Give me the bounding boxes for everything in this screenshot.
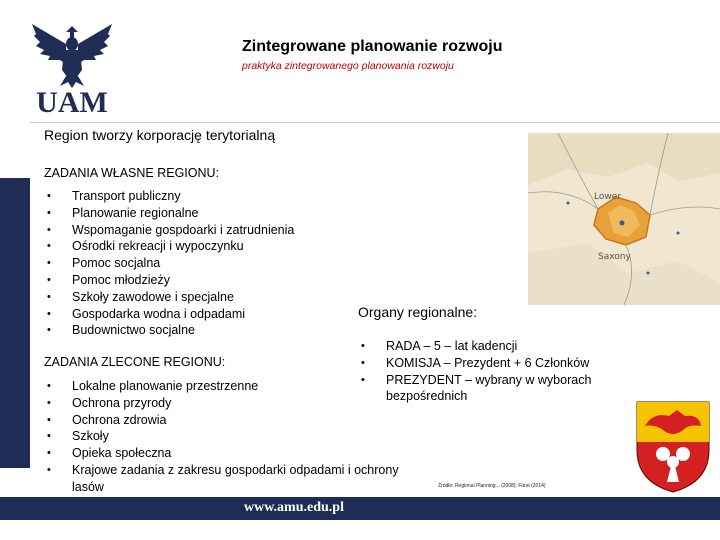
list-item: • PREZYDENT – wybrany w wyborach (361, 372, 592, 387)
region-map (528, 133, 720, 305)
left-accent-bar (0, 178, 30, 468)
list-item: • Planowanie regionalne (47, 205, 199, 220)
eagle-icon (32, 24, 112, 88)
list-item: • KOMISJA – Prezydent + 6 Członków (361, 355, 590, 370)
list-item: lasów (72, 479, 104, 494)
list-item: • Ochrona zdrowia (47, 412, 167, 427)
header-title: Zintegrowane planowanie rozwoju (242, 38, 503, 55)
slide-heading: Region tworzy korporację terytorialną (44, 127, 276, 143)
own-tasks-heading: ZADANIA WŁASNE REGIONU: (44, 166, 220, 180)
delegated-tasks-list (44, 378, 399, 496)
list-item: • Pomoc socjalna (47, 256, 161, 271)
list-item: • Krajowe zadania z zakresu gospodarki odpadami i ochrony (47, 462, 399, 477)
list-item: • Pomoc młodzieży (47, 272, 170, 287)
organs-heading: Organy regionalne: (358, 304, 478, 320)
list-item: • Lokalne planowanie przestrzenne (47, 379, 259, 393)
list-item: • Budownictwo socjalne (47, 323, 195, 338)
organs-list (358, 338, 591, 405)
header-divider (30, 122, 720, 123)
list-item: • Gospodarka wodna i odpadami (47, 306, 246, 321)
list-item: bezpośrednich (386, 389, 468, 404)
list-item: • Opieka społeczna (47, 446, 172, 461)
header-subtitle: praktyka zintegrowanego planowania rozwoju (242, 60, 454, 72)
map-label-lower: Lower (594, 192, 621, 202)
map-label-saxony: Saxony (598, 252, 631, 262)
list-item: • Transport publiczny (47, 189, 181, 203)
logo-text: UAM (36, 86, 108, 119)
list-item: • Szkoły (47, 429, 109, 444)
footer-url-link[interactable]: www.amu.edu.pl (244, 500, 344, 515)
delegated-tasks-heading: ZADANIA ZLECONE REGIONU: (44, 355, 226, 369)
list-item: • Wspomaganie gospdoarki i zatrudnienia (47, 222, 295, 237)
footer-bar (0, 497, 720, 520)
list-item: • Ochrona przyrody (47, 395, 172, 410)
list-item: • Ośrodki rekreacji i wypoczynku (47, 239, 244, 254)
uam-logo (30, 20, 114, 120)
source-note: Źródło: Regional Planning... (2008): Fürst (2014) (438, 483, 546, 489)
own-tasks-list (44, 188, 294, 339)
coat-of-arms-icon (633, 398, 713, 494)
list-item: • Szkoły zawodowe i specjalne (47, 289, 234, 304)
list-item: • RADA – 5 – lat kadencji (361, 339, 518, 353)
